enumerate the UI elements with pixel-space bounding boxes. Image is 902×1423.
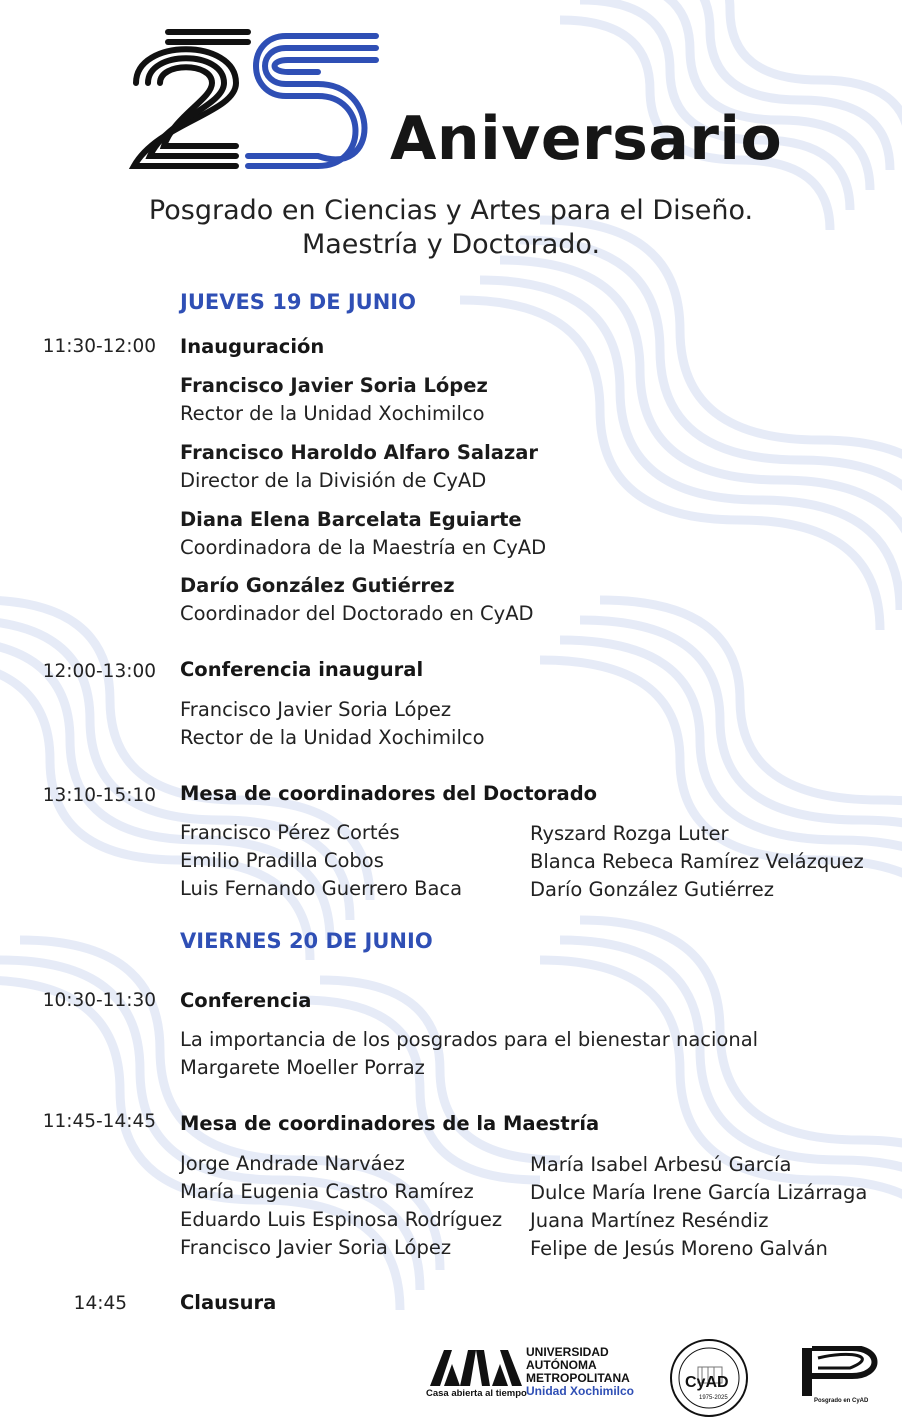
day-heading-thursday: JUEVES 19 DE JUNIO [180,290,416,314]
cyad-seal [668,1337,750,1419]
uam-emblem-icon [430,1350,522,1386]
anniversary-title: Aniversario [390,104,783,174]
panelist-name: Emilio Pradilla Cobos [180,849,384,872]
session-title: Conferencia [180,989,312,1012]
session-time: 12:00-13:00 [42,661,156,682]
anniversary-25-logo [118,28,380,176]
speaker-name: Darío González Gutiérrez [180,574,455,597]
session-title: Mesa de coordinadores del Doctorado [180,782,598,805]
panelist-name: María Isabel Arbesú García [530,1153,792,1176]
panelist-name: María Eugenia Castro Ramírez [180,1180,474,1203]
panelist-name: Ryszard Rozga Luter [530,822,729,845]
panelist-name: Darío González Gutiérrez [530,878,774,901]
p-letter-icon [800,1346,884,1398]
session-title: Conferencia inaugural [180,658,424,681]
session-time: 14:45 [73,1293,127,1314]
panelist-name: Felipe de Jesús Moreno Galván [530,1237,828,1260]
uam-logo [426,1346,636,1406]
session-time: 11:45-14:45 [42,1111,156,1132]
program-subtitle: Posgrado en Ciencias y Artes para el Diseño. [148,195,754,226]
panelist-name: Francisco Javier Soria López [180,1236,452,1259]
session-time: 11:30-12:00 [42,336,156,357]
session-line: Rector de la Unidad Xochimilco [180,726,485,749]
speaker-name: Francisco Javier Soria López [180,374,488,397]
uam-name: UNIVERSIDAD AUTÓNOMA METROPOLITANA Unidad Xochimilco [526,1345,635,1398]
day-heading-friday: VIERNES 20 DE JUNIO [180,929,433,953]
cyad-seal-text: CyAD [685,1374,729,1391]
session-title: Inauguración [180,335,325,358]
panelist-name: Luis Fernando Guerrero Baca [180,877,463,900]
panelist-name: Francisco Pérez Cortés [180,821,400,844]
posgrado-label: Posgrado en CyAD [814,1398,869,1404]
speaker-name: Diana Elena Barcelata Eguiarte [180,508,522,531]
session-line: Margarete Moeller Porraz [180,1056,425,1079]
session-time: 13:10-15:10 [42,785,156,806]
speaker-role: Rector de la Unidad Xochimilco [180,402,485,425]
speaker-name: Francisco Haroldo Alfaro Salazar [180,441,539,464]
panelist-name: Blanca Rebeca Ramírez Velázquez [530,850,864,873]
panelist-name: Dulce María Irene García Lizárraga [530,1181,868,1204]
panelist-name: Eduardo Luis Espinosa Rodríguez [180,1208,503,1231]
session-line: Francisco Javier Soria López [180,698,452,721]
speaker-role: Director de la División de CyAD [180,469,487,492]
session-title: Clausura [180,1291,277,1314]
program-degrees: Maestría y Doctorado. [301,229,601,260]
cyad-years: 1975-2025 [699,1395,728,1401]
panelist-name: Juana Martínez Reséndiz [530,1209,769,1232]
session-line: La importancia de los posgrados para el bienestar nacional [180,1028,759,1051]
speaker-role: Coordinador del Doctorado en CyAD [180,602,534,625]
session-title: Mesa de coordinadores de la Maestría [180,1112,600,1135]
uam-tagline: Casa abierta al tiempo [426,1388,527,1399]
speaker-role: Coordinadora de la Maestría en CyAD [180,536,547,559]
session-time: 10:30-11:30 [42,990,156,1011]
posgrado-cyad-logo [800,1346,884,1406]
panelist-name: Jorge Andrade Narváez [180,1152,405,1175]
